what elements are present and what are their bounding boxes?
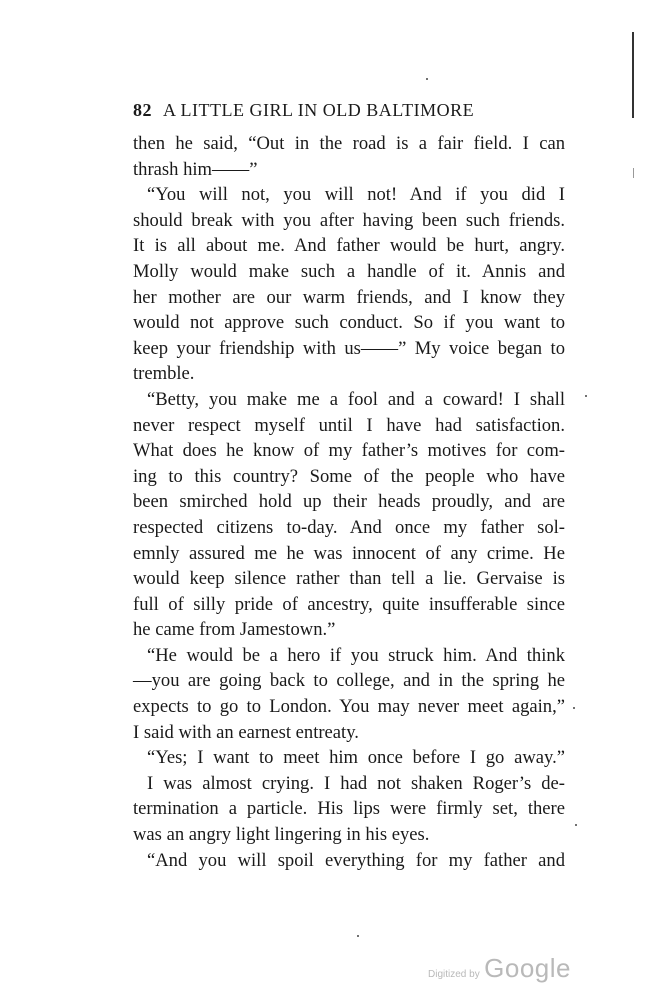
text-line: keep your friendship with us——” My voice began to [133,337,565,359]
google-logo: Google [484,953,571,983]
scan-speck [426,78,428,80]
text-line: then he said, “Out in the road is a fair field. I can [133,133,565,154]
body-text [133,131,565,873]
page-number: 82 [133,100,152,120]
digitized-label: Digitized by [428,969,480,980]
text-line: What does he know of my father’s motives for com- [133,440,565,462]
text-line: ing to this country? Some of the people who have [133,465,565,487]
text-line: I was almost crying. I had not shaken Roger’s de- [147,772,565,794]
text-line: tremble. [133,363,195,385]
text-line: termination a particle. His lips were firmly set, there [133,798,565,820]
text-line: It is all about me. And father would be hurt, angry. [133,235,565,257]
scan-edge-rule [632,32,634,118]
text-line: would keep silence rather than tell a lie. Gervaise is [133,568,565,590]
text-line: should break with you after having been such friends. [133,209,565,231]
text-line: —you are going back to college, and in the spring he [133,670,565,692]
text-line: would not approve such conduct. So if you want to [133,312,565,334]
text-line: Molly would make such a handle of it. Annis and [133,260,565,282]
text-line: expects to go to London. You may never meet again,” [133,696,565,718]
text-line: her mother are our warm friends, and I know they [133,286,565,308]
scan-speck [357,935,359,937]
text-line: full of silly pride of ancestry, quite insufferable since [133,593,565,615]
text-line: “Betty, you make me a fool and a coward! I shall [147,388,565,410]
text-line: he came from Jamestown.” [133,619,336,641]
text-line: emnly assured me he was innocent of any crime. He [133,542,565,564]
text-line: “Yes; I want to meet him once before I go away.” [147,747,565,769]
scan-edge-tick [633,168,634,178]
text-line: I said with an earnest entreaty. [133,721,359,743]
running-header [133,100,573,121]
text-line: been smirched hold up their heads proudly, and are [133,491,565,513]
text-line: never respect myself until I have had satisfaction. [133,414,565,436]
text-line: “And you will spoil everything for my father and [147,849,565,871]
text-line: “You will not, you will not! And if you did I [147,184,565,206]
scan-speck [575,824,577,826]
text-line: was an angry light lingering in his eyes. [133,824,430,846]
scan-speck [585,395,587,397]
text-line: respected citizens to-day. And once my father sol- [133,516,565,538]
text-line: “He would be a hero if you struck him. And think [147,644,565,666]
digitized-watermark [428,953,571,984]
text-line: thrash him——” [133,158,258,180]
scan-speck [573,707,575,709]
running-title: A LITTLE GIRL IN OLD BALTIMORE [163,100,475,120]
